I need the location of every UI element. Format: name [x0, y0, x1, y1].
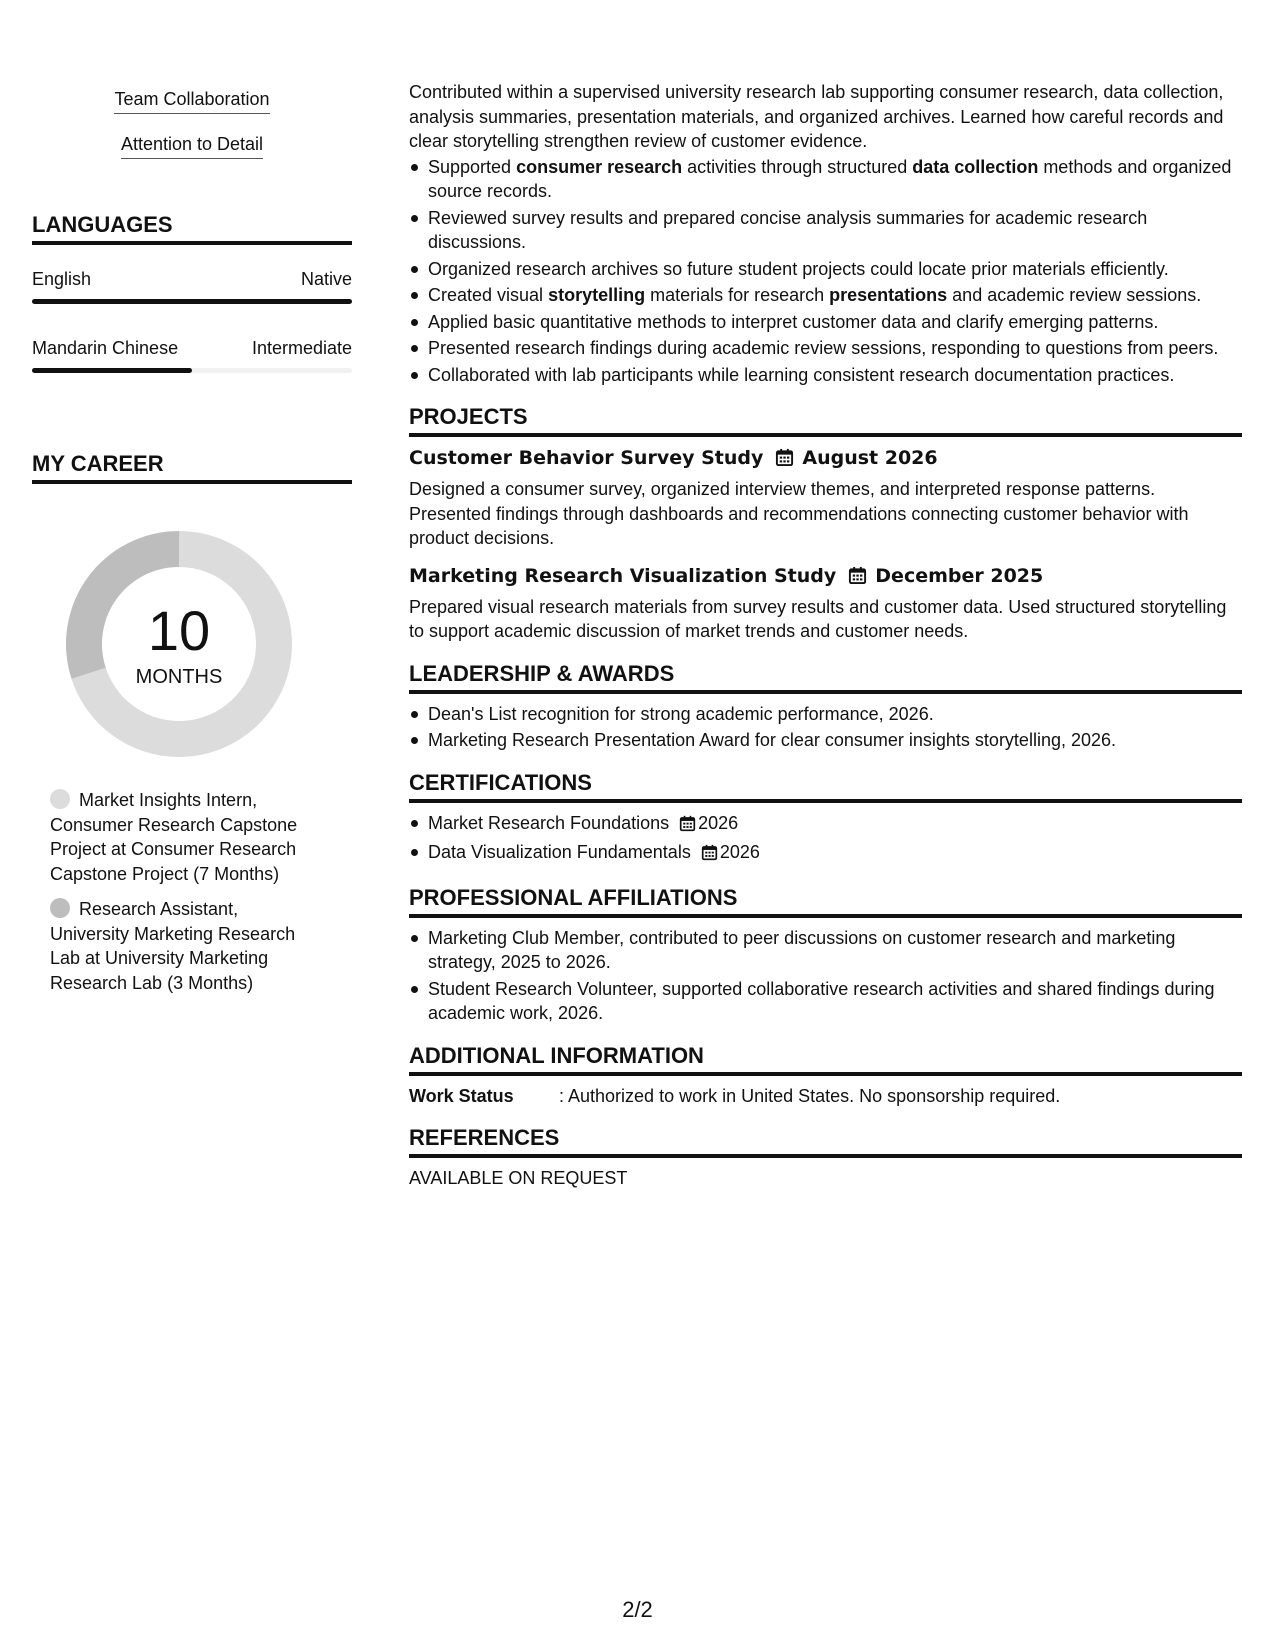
- project-date: [848, 565, 1043, 587]
- experience-bullet: [409, 283, 1242, 308]
- experience-summary: Contributed within a supervised university research lab supporting consumer research, data collection, analysis summaries, presentation materials, and organized archives. Learned how careful records and clear storytelling strengthen review of customer evidence.: [409, 82, 1224, 151]
- experience-bullet: [409, 155, 1242, 204]
- references-heading: REFERENCES: [409, 1124, 1242, 1158]
- career-heading: MY CAREER: [32, 450, 352, 484]
- language-progress-bar: [32, 299, 352, 304]
- keyword: storytelling: [548, 285, 646, 305]
- list-item: Student Research Volunteer, supported collaborative research activities and shared findings during academic work, 2026.: [409, 977, 1242, 1026]
- work-status-value: : Authorized to work in United States. No sponsorship required.: [559, 1085, 1061, 1106]
- keyword: presentations: [829, 285, 948, 305]
- bullet-text: Applied basic quantitative methods to interpret customer data and clarify emerging patterns.: [428, 311, 1159, 332]
- bullet-text: Presented research findings during academic review sessions, responding to questions from peers.: [428, 338, 1219, 358]
- experience-bullet: [409, 363, 1242, 388]
- legend-dot: [50, 898, 70, 918]
- page-number: 2/2: [622, 1597, 653, 1622]
- certifications-heading: CERTIFICATIONS: [409, 769, 1242, 803]
- experience-bullet: [409, 206, 1242, 255]
- career-legend-item: [50, 897, 320, 995]
- keyword: data collection: [912, 156, 1039, 177]
- experience-bullet: [409, 310, 1242, 335]
- language-progress-fill: [32, 368, 192, 373]
- work-status-label: Work Status: [409, 1085, 514, 1106]
- list-item: Marketing Club Member, contributed to peer discussions on customer research and marketing strategy, 2025 to 2026.: [409, 926, 1242, 975]
- languages-heading: LANGUAGES: [32, 211, 352, 245]
- certification-year: 2026: [719, 842, 760, 862]
- project-date: [775, 447, 937, 469]
- language-name: English: [32, 269, 92, 289]
- bullet-text: Organized research archives so future student projects could locate prior materials efficiently.: [428, 258, 1169, 279]
- bullet-text: Created visual: [428, 285, 549, 305]
- bullet-text: materials for research: [645, 285, 830, 305]
- legend-dot: [50, 789, 70, 809]
- additional-info-heading: ADDITIONAL INFORMATION: [409, 1042, 1242, 1076]
- certification-year: 2026: [698, 812, 739, 833]
- projects-heading: PROJECTS: [409, 403, 1242, 437]
- bullet-text: Reviewed survey results and prepared concise analysis summaries for academic research discussions.: [428, 207, 1148, 252]
- leadership-list: [409, 702, 1242, 753]
- skill-item: [32, 133, 352, 159]
- project-date-text: December 2025: [875, 564, 1044, 587]
- bullet-text: activities through structured: [682, 156, 913, 177]
- experience-bullet: [409, 336, 1242, 361]
- certification-item: [409, 840, 1242, 868]
- language-row: [32, 268, 352, 290]
- career-total-value: 10: [147, 599, 211, 662]
- certification-name: Market Research Foundations: [428, 812, 670, 833]
- work-status-row: [409, 1084, 1242, 1108]
- list-item: Dean's List recognition for strong academic performance, 2026.: [409, 702, 1242, 727]
- career-donut-chart: [66, 531, 292, 757]
- certification-item: [409, 811, 1242, 839]
- main-content: [409, 80, 1242, 1190]
- affiliations-heading: PROFESSIONAL AFFILIATIONS: [409, 884, 1242, 918]
- bullet-text: Collaborated with lab participants while learning consistent research documentation practices.: [428, 364, 1175, 385]
- skill-label: Team Collaboration: [114, 88, 269, 114]
- language-progress-bar: [32, 368, 352, 373]
- bullet-text: Supported: [428, 156, 517, 177]
- calendar-icon: [775, 448, 794, 474]
- language-name: Mandarin Chinese: [32, 338, 179, 358]
- calendar-icon: [848, 566, 867, 592]
- project-title: Customer Behavior Survey Study: [409, 447, 764, 469]
- language-row: [32, 337, 352, 359]
- career-total-unit: MONTHS: [135, 666, 223, 688]
- affiliations-list: [409, 926, 1242, 1026]
- skill-label: Attention to Detail: [121, 133, 263, 159]
- project-title: Marketing Research Visualization Study: [409, 564, 837, 587]
- certification-name: Data Visualization Fundamentals: [428, 842, 691, 862]
- keyword: consumer research: [516, 156, 683, 177]
- project-item: [409, 563, 1242, 644]
- project-date-text: August 2026: [802, 447, 938, 469]
- language-level: Native: [300, 269, 352, 289]
- language-level: Intermediate: [251, 338, 352, 358]
- bullet-text: methods and organized source records.: [428, 156, 1232, 201]
- bullet-text: and academic review sessions.: [947, 285, 1202, 305]
- skill-item: [32, 88, 352, 114]
- project-description: Designed a consumer survey, organized interview themes, and interpreted response patterns. Presented findings through dashboards and recommendations connecting customer behavior with product decisions.: [409, 479, 1189, 548]
- leadership-heading: LEADERSHIP & AWARDS: [409, 660, 1242, 694]
- project-item: [409, 445, 1242, 551]
- project-description: Prepared visual research materials from survey results and customer data. Used structured storytelling to support academic discussion of market trends and customer needs.: [409, 596, 1227, 641]
- calendar-icon: [679, 814, 696, 839]
- career-legend-label: Research Assistant, University Marketing Research Lab at University Marketing Research Lab (3 Months): [50, 899, 296, 993]
- calendar-icon: [701, 843, 718, 868]
- certifications-list: [409, 811, 1242, 868]
- experience-bullet: [409, 257, 1242, 282]
- career-legend-item: [50, 788, 320, 886]
- experience-bullets: [409, 155, 1242, 388]
- project-title-row: [409, 445, 1242, 474]
- career-legend-label: Market Insights Intern, Consumer Research Capstone Project at Consumer Research Capstone Project (7 Months): [50, 790, 298, 884]
- references-text: AVAILABLE ON REQUEST: [409, 1167, 628, 1188]
- list-item: Marketing Research Presentation Award for clear consumer insights storytelling, 2026.: [409, 728, 1242, 753]
- language-progress-fill: [32, 299, 352, 304]
- project-title-row: [409, 563, 1242, 592]
